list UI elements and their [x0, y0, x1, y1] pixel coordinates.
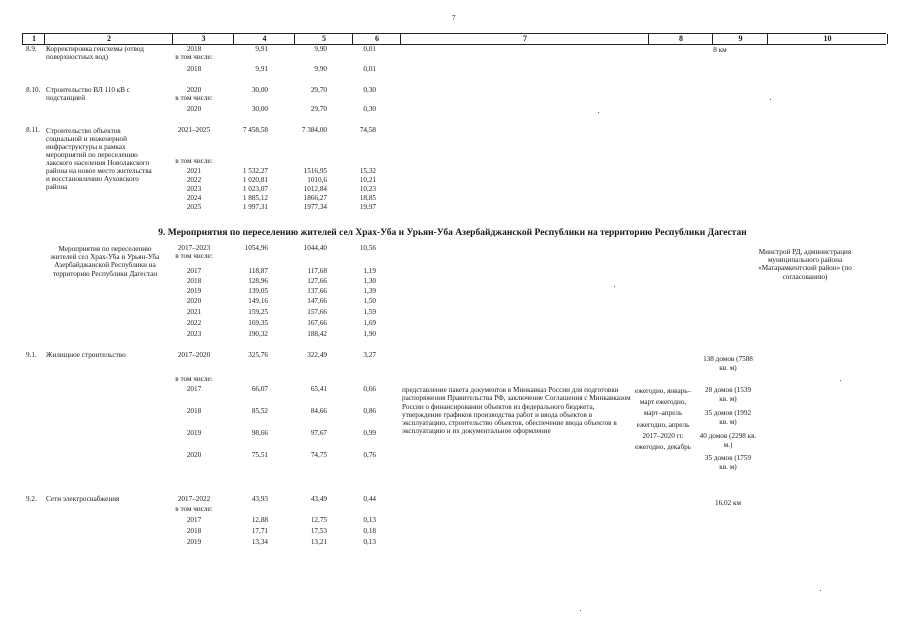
year: 2021 — [186, 308, 202, 316]
column-header-row — [22, 33, 886, 45]
value-col4: 139,05 — [248, 287, 268, 295]
value-col6: 1,69 — [363, 319, 376, 327]
year: 2022 — [186, 319, 202, 327]
row-number: 8.9. — [26, 45, 37, 53]
value-col4: 1054,96 — [244, 244, 268, 252]
value-col5: 137,66 — [307, 287, 327, 295]
sub-value-col5: 29,70 — [310, 105, 327, 113]
row-incl-label: в том числе: — [175, 157, 213, 165]
value-col4: 149,16 — [248, 297, 268, 305]
value-col5: 167,66 — [307, 319, 327, 327]
scan-speck — [598, 112, 599, 113]
row-number: 9.1. — [26, 351, 37, 359]
row-name: Сети электроснабжения — [46, 495, 120, 503]
value-col4: 66,07 — [251, 385, 268, 393]
value-col5: 127,66 — [307, 277, 327, 285]
value-col4: 98,66 — [251, 429, 268, 437]
value-col6: 18,85 — [359, 194, 376, 202]
value-col4: 169,35 — [248, 319, 268, 327]
value-col4: 1 023,07 — [242, 185, 268, 193]
value-col6: 1,90 — [363, 330, 376, 338]
value-col4: 325,76 — [248, 351, 268, 359]
value-col6: 0,01 — [363, 45, 376, 53]
row-name: Строительство объектов социальной и инженерной инфраструктуры в рамках мероприятий по переселению лакского населения Новолакского района на новое место жительства и восстановлению Ауховского района — [46, 127, 152, 191]
year: 2022 — [186, 176, 202, 184]
year: 2017 — [186, 267, 202, 275]
year: 2019 — [186, 429, 202, 437]
value-col6: 10,23 — [359, 185, 376, 193]
row-period: 2021–2025 — [177, 126, 211, 134]
value-col4: 30,00 — [251, 86, 268, 94]
value-col4: 1 532,27 — [242, 167, 268, 175]
value-col5: 1866,27 — [303, 194, 327, 202]
row-incl-label: в том числе: — [175, 252, 213, 260]
deadlines: ежегодно, январь–март ежегодно, март–апрель ежегодно, апрель 2017–2020 гг. ежегодно, декабрь — [634, 387, 692, 452]
year: 2018 — [186, 277, 202, 285]
scan-speck — [580, 610, 581, 611]
value-col4: 1 885,12 — [242, 194, 268, 202]
col-header-7: 7 — [400, 34, 649, 44]
sub-value-col6: 0,01 — [363, 65, 376, 73]
row-number: 9.2. — [26, 495, 37, 503]
value-col6: 1,39 — [363, 287, 376, 295]
value-col6: 19,97 — [359, 203, 376, 211]
value-col5: 29,70 — [310, 86, 327, 94]
year: 2021 — [186, 167, 202, 175]
col-header-8: 8 — [648, 34, 713, 44]
row-sub-year: 2020 — [186, 105, 202, 113]
year: 2019 — [186, 538, 202, 546]
row-number: 8.10. — [26, 86, 41, 94]
value-col5: 12,75 — [310, 516, 327, 524]
value-col6: 10,56 — [359, 244, 376, 252]
value-col5: 9,90 — [314, 45, 327, 53]
value-col5: 1010,6 — [307, 176, 327, 184]
result-2019: 40 домов (2298 кв. м.) — [699, 432, 757, 449]
value-col4: 9,91 — [255, 45, 268, 53]
value-col6: 0,86 — [363, 407, 376, 415]
sub-value-col4: 9,91 — [255, 65, 268, 73]
value-col6: 0,18 — [363, 527, 376, 535]
responsible-executor: Минстрой РД, администрация муниципального района «Магарамкентский район» (по согласованию) — [758, 248, 852, 281]
row-number: 8.11. — [26, 126, 41, 134]
scan-speck — [840, 380, 841, 381]
year: 2025 — [186, 203, 202, 211]
value-col5: 1516,95 — [303, 167, 327, 175]
section-title: 9. Мероприятия по переселению жителей сел Храх-Уба и Урьян-Уба Азербайджанской Республики на территорию Республики Дагестан — [158, 228, 747, 238]
year: 2017 — [186, 385, 202, 393]
row-period: 2020 — [186, 86, 202, 94]
value-col5: 74,75 — [310, 451, 327, 459]
sub-value-col4: 30,00 — [251, 105, 268, 113]
year: 2023 — [186, 330, 202, 338]
value-col5: 97,67 — [310, 429, 327, 437]
value-col6: 0,76 — [363, 451, 376, 459]
row-incl-label: в том числе: — [175, 375, 213, 383]
value-col5: 188,42 — [307, 330, 327, 338]
activities-description: представление пакета документов в Минкавказ России для подготовки распоряжения Правительства РФ, заключение Соглашения с Минкавказом России о финансировании объектов из федерального бюджета, утверждение графиков производства работ и ввода объектов в эксплуатацию, строительство объектов, обеспечение ввода объектов в эксплуатацию и их документальное оформление — [402, 386, 631, 436]
value-col4: 85,52 — [251, 407, 268, 415]
value-col6: 0,13 — [363, 538, 376, 546]
row-incl-label: в том числе: — [175, 505, 213, 513]
value-col9: 8 км — [713, 46, 727, 54]
value-col5: 13,21 — [310, 538, 327, 546]
value-col5: 322,49 — [307, 351, 327, 359]
value-col4: 1 020,81 — [242, 176, 268, 184]
page-number: 7 — [452, 14, 456, 22]
row-name: Мероприятия по переселению жителей сел Храх-Уба и Урьян-Уба Азербайджанской Республики на территорию Республики Дагестан — [50, 245, 160, 278]
col-header-4: 4 — [233, 34, 295, 44]
value-col5: 1977,34 — [303, 203, 327, 211]
value-col4: 12,88 — [251, 516, 268, 524]
value-col4: 128,96 — [248, 277, 268, 285]
value-col6: 3,27 — [363, 351, 376, 359]
value-col6: 0,99 — [363, 429, 376, 437]
col-header-9: 9 — [712, 34, 768, 44]
value-col5: 117,68 — [307, 267, 327, 275]
value-col5: 7 384,00 — [301, 126, 327, 134]
value-col5: 1044,40 — [303, 244, 327, 252]
row-incl-label: в том числе: — [175, 53, 213, 61]
value-col6: 0,66 — [363, 385, 376, 393]
value-col6: 74,58 — [359, 126, 376, 134]
value-col4: 159,25 — [248, 308, 268, 316]
value-col5: 157,66 — [307, 308, 327, 316]
value-col4: 75,51 — [251, 451, 268, 459]
value-col6: 1,19 — [363, 267, 376, 275]
col-header-10: 10 — [767, 34, 888, 44]
value-col4: 7 458,58 — [242, 126, 268, 134]
value-col6: 0,13 — [363, 516, 376, 524]
value-col6: 1,50 — [363, 297, 376, 305]
value-col6: 0,44 — [363, 495, 376, 503]
row-period: 2017–2023 — [177, 244, 211, 252]
result-2018: 35 домов (1992 кв. м) — [704, 409, 752, 426]
year: 2020 — [186, 297, 202, 305]
value-col4: 13,34 — [251, 538, 268, 546]
value-col6: 1,59 — [363, 308, 376, 316]
value-col5: 147,66 — [307, 297, 327, 305]
year: 2018 — [186, 527, 202, 535]
row-incl-label: в том числе: — [175, 94, 213, 102]
value-col5: 65,41 — [310, 385, 327, 393]
value-col5: 1012,84 — [303, 185, 327, 193]
year: 2023 — [186, 185, 202, 193]
value-col6: 10,21 — [359, 176, 376, 184]
sub-value-col6: 0,30 — [363, 105, 376, 113]
sub-value-col5: 9,90 — [314, 65, 327, 73]
scan-speck — [770, 99, 771, 100]
row-name: Строительство ВЛ 110 кВ с подстанцией — [46, 86, 130, 102]
value-col9: 138 домов (7588 кв. м) — [703, 355, 753, 372]
result-2017: 28 домов (1539 кв. м) — [704, 386, 752, 403]
year: 2018 — [186, 407, 202, 415]
result-2020: 35 домов (1759 кв. м) — [704, 454, 752, 471]
year: 2017 — [186, 516, 202, 524]
scan-speck — [614, 286, 615, 287]
value-col4: 1 997,31 — [242, 203, 268, 211]
year: 2019 — [186, 287, 202, 295]
value-col6: 0,30 — [363, 86, 376, 94]
value-col5: 43,49 — [310, 495, 327, 503]
row-name: Жилищное строительство — [46, 351, 126, 359]
value-col4: 43,93 — [251, 495, 268, 503]
value-col5: 84,66 — [310, 407, 327, 415]
row-period: 2017–2020 — [177, 351, 211, 359]
col-header-1: 1 — [22, 34, 45, 44]
col-header-3: 3 — [172, 34, 234, 44]
row-sub-year: 2018 — [186, 65, 202, 73]
value-col6: 15,32 — [359, 167, 376, 175]
value-col4: 17,71 — [251, 527, 268, 535]
value-col4: 190,32 — [248, 330, 268, 338]
value-col4: 118,87 — [248, 267, 268, 275]
year: 2020 — [186, 451, 202, 459]
scan-speck — [820, 590, 821, 591]
col-header-5: 5 — [294, 34, 353, 44]
row-period: 2018 — [186, 45, 202, 53]
row-name: Корректировка генсхемы (отвод поверхностных вод) — [46, 45, 144, 61]
row-period: 2017–2022 — [177, 495, 211, 503]
year: 2024 — [186, 194, 202, 202]
col-header-2: 2 — [44, 34, 173, 44]
value-col9: 16,02 км — [714, 499, 741, 507]
col-header-6: 6 — [352, 34, 401, 44]
value-col6: 1,30 — [363, 277, 376, 285]
value-col5: 17,53 — [310, 527, 327, 535]
